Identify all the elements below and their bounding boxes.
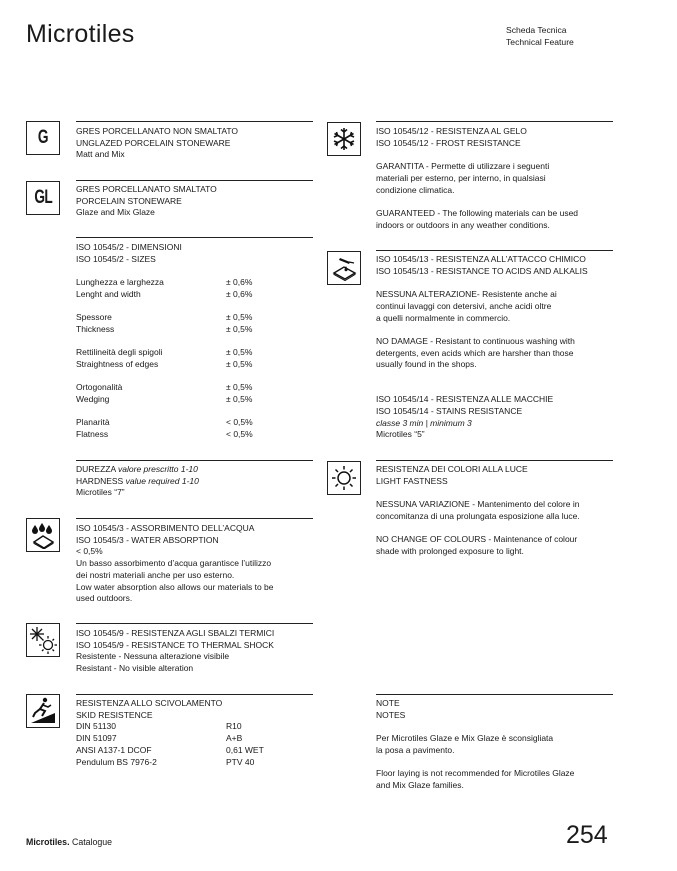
note-title1: NOTE <box>376 698 400 708</box>
skid-title2: SKID RESISTENCE <box>76 709 153 720</box>
water-text2: dei nostri materiali anche per uso esterno. <box>76 569 235 580</box>
divider <box>76 180 313 181</box>
unglazed-section <box>76 126 238 161</box>
frost-it3: condizione climatica. <box>376 184 455 195</box>
g-line1: GRES PORCELLANATO NON SMALTATO <box>76 126 239 136</box>
hardness-line3: Microtiles “7” <box>76 487 125 498</box>
g-letter: G <box>38 127 48 148</box>
sun-icon <box>327 461 361 495</box>
gl-letter: GL <box>34 187 52 208</box>
light-it1: NESSUNA VARIAZIONE - Mantenimento del colore in <box>376 499 580 510</box>
glazed-gl-icon <box>26 181 60 215</box>
footer-catalogue: Catalogue <box>71 837 113 847</box>
water-text4: used outdoors. <box>76 593 133 604</box>
size-row: Lunghezza e larghezza ± 0,6% <box>76 277 253 288</box>
header-technical: Technical Feature <box>506 36 574 47</box>
header-scheda: Scheda Tecnica <box>506 25 567 35</box>
frost-section <box>376 126 578 231</box>
divider <box>376 460 613 461</box>
size-row: Planarità < 0,5% <box>76 417 253 428</box>
stains-title1: ISO 10545/14 - RESISTENZA ALLE MACCHIE <box>376 394 554 405</box>
water-value: < 0,5% <box>76 546 103 557</box>
chemical-title2: ISO 10545/13 - RESISTANCE TO ACIDS AND ALKALIS <box>376 265 588 276</box>
note-it2: la posa a pavimento. <box>376 744 455 755</box>
divider <box>76 623 313 624</box>
hardness-section <box>76 464 199 499</box>
divider <box>76 518 313 519</box>
water-text3: Low water absorption also allows our materials to be <box>76 581 274 592</box>
frost-title1: ISO 10545/12 - RESISTENZA AL GELO <box>376 126 527 136</box>
size-row: Thickness ± 0,5% <box>76 323 253 334</box>
size-row: Straightness of edges ± 0,5% <box>76 358 253 369</box>
stains-title2: ISO 10545/14 - STAINS RESISTANCE <box>376 406 523 417</box>
chemical-it3: a quelli normalmente in commercio. <box>376 312 511 323</box>
skid-resistance-icon <box>26 694 60 728</box>
sizes-title1: ISO 10545/2 - DIMENSIONI <box>76 242 182 252</box>
glazed-section <box>76 184 217 219</box>
chemical-title1: ISO 10545/13 - RESISTENZA ALL’ATTACCO CHIMICO <box>376 254 586 264</box>
light-title2: LIGHT FASTNESS <box>376 475 448 486</box>
divider <box>76 694 313 695</box>
size-row: Wedging ± 0,5% <box>76 394 253 405</box>
divider <box>76 460 313 461</box>
water-title1: ISO 10545/3 - ASSORBIMENTO DELL’ACQUA <box>76 523 255 533</box>
sizes-section <box>76 242 253 441</box>
divider <box>376 250 613 251</box>
gl-line3: Glaze and Mix Glaze <box>76 207 155 218</box>
thermal-shock-icon <box>26 623 60 657</box>
page-number: 254 <box>566 821 608 849</box>
size-row: Spessore ± 0,5% <box>76 312 253 323</box>
chemical-en3: usually found in the shops. <box>376 359 477 370</box>
snowflake-icon <box>327 122 361 156</box>
note-it1: Per Microtiles Glaze e Mix Glaze è sconsigliata <box>376 733 554 744</box>
divider <box>76 237 313 238</box>
water-title2: ISO 10545/3 - WATER ABSORPTION <box>76 534 219 545</box>
note-en1: Floor laying is not recommended for Microtiles Glaze <box>376 768 575 779</box>
chemical-en1: NO DAMAGE - Resistant to continuous washing with <box>376 335 575 346</box>
unglazed-g-icon <box>26 121 60 155</box>
chemical-it2: continui lavaggi con detersivi, anche acidi oltre <box>376 300 552 311</box>
gl-line1: GRES PORCELLANATO SMALTATO <box>76 184 217 194</box>
stains-line: Microtiles “5” <box>376 429 425 440</box>
notes-section <box>376 698 574 792</box>
footer-brand-name: Microtiles. <box>26 837 70 847</box>
header-subtitle <box>506 25 574 48</box>
light-section <box>376 464 580 558</box>
size-row: Flatness < 0,5% <box>76 429 253 440</box>
stains-italic: classe 3 min | minimum 3 <box>376 417 472 428</box>
frost-en1: GUARANTEED - The following materials can be used <box>376 207 579 218</box>
size-row: Rettilineità degli spigoli ± 0,5% <box>76 347 253 358</box>
water-text1: Un basso assorbimento d’acqua garantisce l’utilizzo <box>76 558 272 569</box>
water-section <box>76 523 274 605</box>
g-line2: UNGLAZED PORCELAIN STONEWARE <box>76 137 231 148</box>
note-en2: and Mix Glaze families. <box>376 779 464 790</box>
g-line3: Matt and Mix <box>76 149 125 160</box>
light-it2: concomitanza di una prolungata esposizione alla luce. <box>376 510 580 521</box>
note-title2: NOTES <box>376 709 406 720</box>
frost-en2: indoors or outdoors in any weather conditions. <box>376 219 550 230</box>
chemical-it1: NESSUNA ALTERAZIONE- Resistente anche ai <box>376 289 557 300</box>
hardness-line2: HARDNESS value required 1-10 <box>76 475 199 486</box>
hardness-line1: DUREZZA valore prescritto 1-10 <box>76 464 198 474</box>
size-row: Ortogonalità ± 0,5% <box>76 382 253 393</box>
frost-it1: GARANTITA - Permette di utilizzare i seguenti <box>376 161 550 172</box>
light-en1: NO CHANGE OF COLOURS - Maintenance of colour <box>376 534 578 545</box>
thermal-section <box>76 628 274 675</box>
page-title: Microtiles <box>26 20 135 48</box>
divider <box>376 121 613 122</box>
chemical-en2: detergents, even acids which are harsher than those <box>376 347 574 358</box>
footer-brand <box>26 837 112 847</box>
divider <box>76 121 313 122</box>
skid-title1: RESISTENZA ALLO SCIVOLAMENTO <box>76 698 223 708</box>
water-absorption-icon <box>26 518 60 552</box>
skid-row: DIN 51130 R10 <box>76 721 242 732</box>
gl-line2: PORCELAIN STONEWARE <box>76 195 182 206</box>
skid-section <box>76 698 264 768</box>
light-title1: RESISTENZA DEI COLORI ALLA LUCE <box>376 464 528 474</box>
thermal-title1: ISO 10545/9 - RESISTENZA AGLI SBALZI TERMICI <box>76 628 275 638</box>
sizes-title2: ISO 10545/2 - SIZES <box>76 253 156 264</box>
frost-title2: ISO 10545/12 - FROST RESISTANCE <box>376 137 521 148</box>
skid-row: Pendulum BS 7976-2 PTV 40 <box>76 756 255 767</box>
size-row: Lenght and width ± 0,6% <box>76 288 253 299</box>
thermal-title2: ISO 10545/9 - RESISTANCE TO THERMAL SHOCK <box>76 639 274 650</box>
divider <box>376 694 613 695</box>
frost-it2: materiali per esterno, per interno, in qualsiasi <box>376 172 546 183</box>
skid-row: ANSI A137-1 DCOF 0,61 WET <box>76 744 264 755</box>
chemical-section <box>376 254 588 441</box>
chemical-resistance-icon <box>327 251 361 285</box>
skid-row: DIN 51097 A+B <box>76 733 243 744</box>
thermal-text2: Resistant - No visible alteration <box>76 663 194 674</box>
light-en2: shade with prolonged exposure to light. <box>376 545 524 556</box>
thermal-text1: Resistente - Nessuna alterazione visibile <box>76 651 230 662</box>
